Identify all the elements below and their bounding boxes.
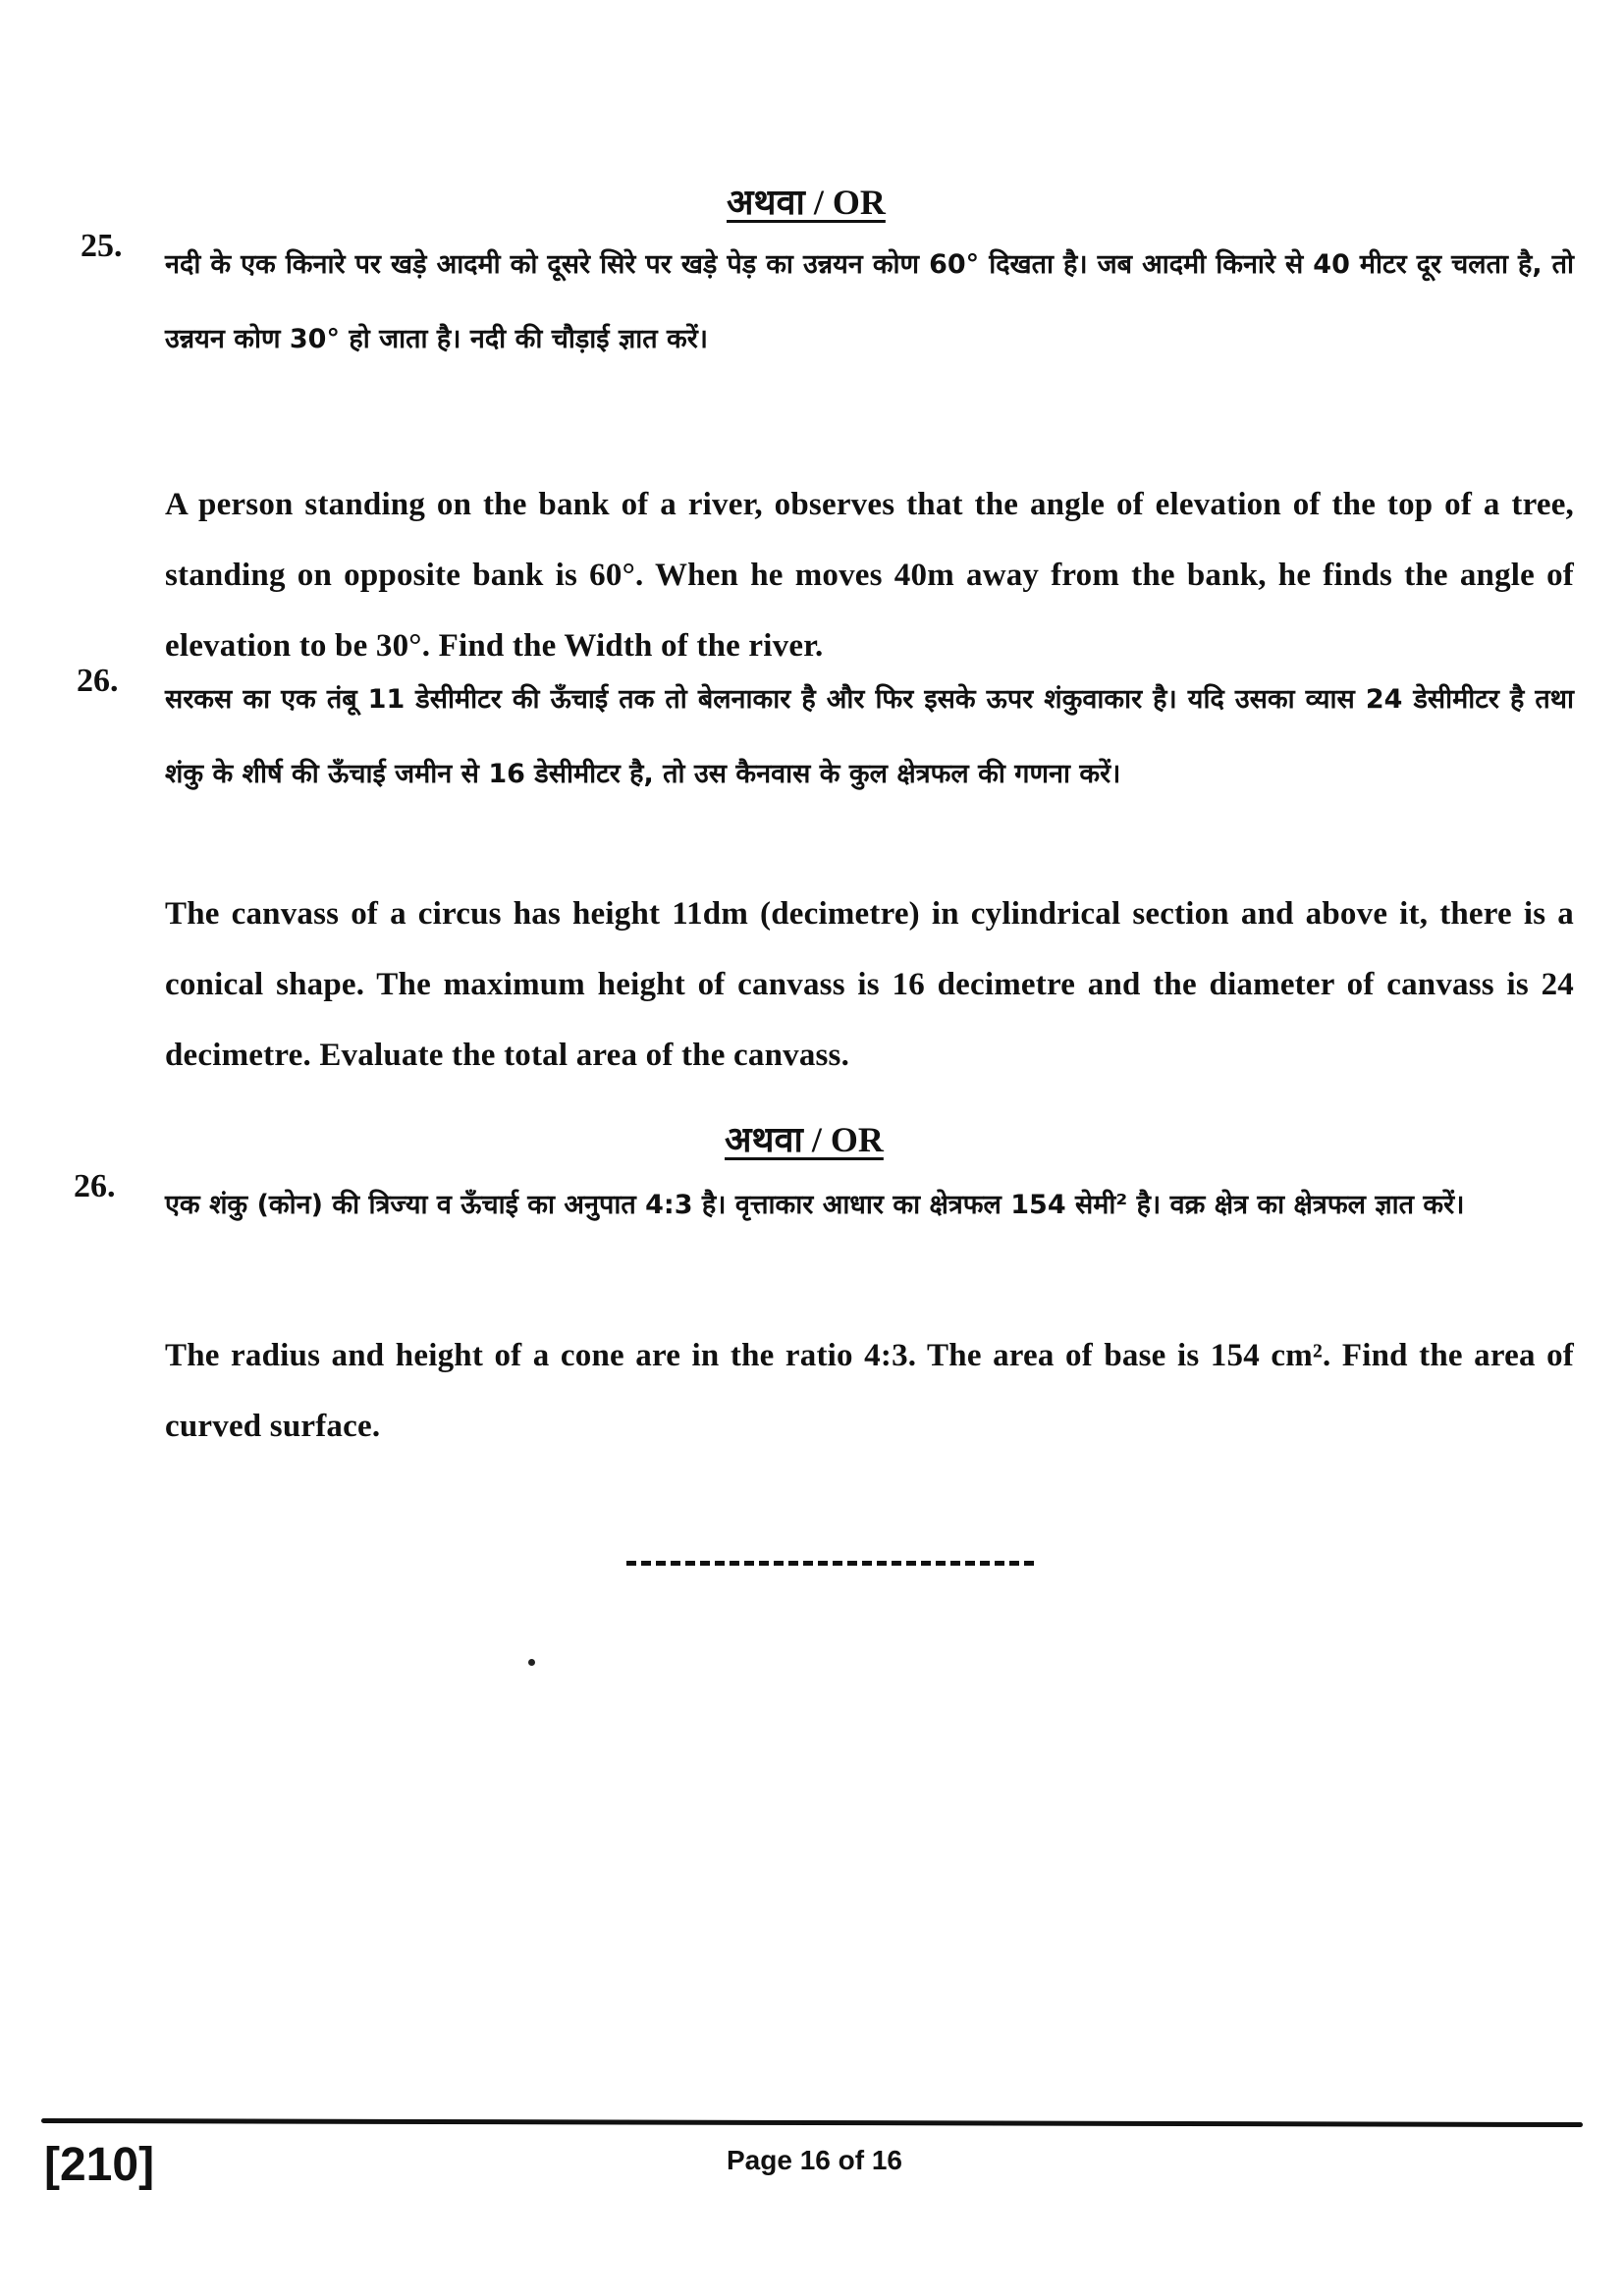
question-26-hindi: सरकस का एक तंबू 11 डेसीमीटर की ऊँचाई तक तो बेलनाकार है और फिर इसके ऊपर शंकुवाकार है। यदि उसका व्यास 24 डेसीमीटर है तथा शंकु के शीर्ष की ऊँचाई जमीन से 16 डेसीमीटर है, तो उस कैनवास के कुल क्षेत्रफल की गणना करें। [165, 684, 1574, 789]
end-of-paper-dashed-rule [626, 1561, 1034, 1566]
question-25-hindi: नदी के एक किनारे पर खड़े आदमी को दूसरे सिरे पर खड़े पेड़ का उन्नयन कोण 60° दिखता है। जब आदमी किनारे से 40 मीटर दूर चलता है, तो उन्नयन कोण 30° हो जाता है। नदी की चौड़ाई ज्ञात करें। [165, 249, 1575, 354]
question-number-25: 25. [81, 228, 123, 264]
paper-code: [210] [44, 2139, 155, 2191]
question-number-26-alt: 26. [74, 1168, 116, 1204]
question-number-26: 26. [77, 663, 119, 699]
question-26-alt-hindi: एक शंकु (कोन) की त्रिज्या व ऊँचाई का अनुपात 4:3 है। वृत्ताकार आधार का क्षेत्रफल 154 सेमी² है। वक्र क्षेत्र का क्षेत्रफल ज्ञात करें। [165, 1190, 1465, 1220]
question-25-english: A person standing on the bank of a river, observes that the angle of elevation of the top of a tree, standing on opposite bank is 60°. When he moves 40m away from the bank, he finds the angle of elevation to be 30°. Find the Width of the river. [165, 487, 1574, 664]
question-26-alt-english: The radius and height of a cone are in the ratio 4:3. The area of base is 154 cm². Find the area of curved surface. [165, 1338, 1574, 1444]
question-26-english: The canvass of a circus has height 11dm (decimetre) in cylindrical section and above it, there is a conical shape. The maximum height of canvass is 16 decimetre and the diameter of canvass is 24 decimetre. Evaluate the total area of the canvass. [165, 896, 1574, 1073]
page-number: Page 16 of 16 [727, 2145, 902, 2175]
stray-dot [528, 1659, 535, 1666]
or-heading-2: अथवा / OR [725, 1120, 884, 1159]
footer-rule [41, 2118, 1583, 2127]
or-heading-1: अथवा / OR [727, 183, 886, 222]
